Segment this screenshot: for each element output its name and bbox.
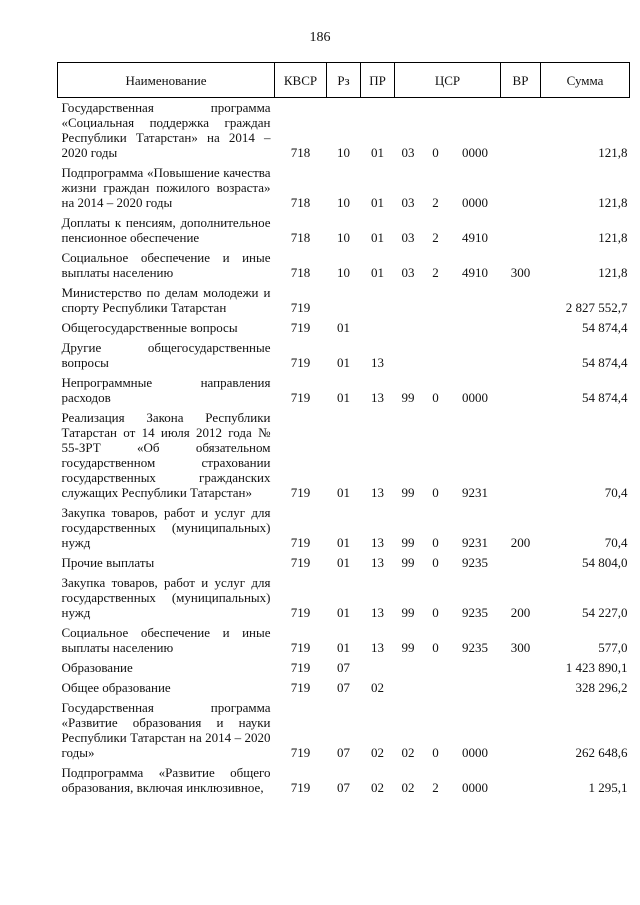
cell-vr [501,408,541,503]
cell-sum: 262 648,6 [575,745,628,760]
cell-csr-direction: 9231 [462,535,488,550]
cell-csr-subprogram: 0 [432,605,439,620]
cell-name: Подпрограмма «Развитие общего образования, включая инклюзивное, [61,765,271,795]
cell-kvsr: 719 [290,390,311,405]
cell-rz: 01 [337,555,350,570]
cell-pr [361,658,395,678]
cell-rz: 10 [337,230,350,245]
cell-vr: 200 [510,535,531,550]
cell-kvsr: 718 [290,230,311,245]
cell-rz: 01 [337,640,350,655]
cell-csr-direction: 0000 [462,390,488,405]
table-row [58,338,630,373]
cell-pr: 13 [371,390,384,405]
cell-csr-direction: 0000 [462,745,488,760]
cell-csr-subprogram [422,658,450,678]
cell-sum: 121,8 [598,145,628,160]
cell-csr-subprogram: 2 [432,780,439,795]
cell-sum: 121,8 [598,195,628,210]
table-row [58,213,630,248]
cell-csr-program: 99 [401,605,415,620]
cell-name: Государственная программа «Социальная поддержка граждан Республики Татарстан» на 2014 – 2020 годы [61,100,271,160]
cell-vr [501,163,541,213]
cell-csr-subprogram [422,678,450,698]
cell-pr: 13 [371,535,384,550]
cell-vr [501,373,541,408]
page-number: 186 [309,30,331,45]
table-row [58,248,630,283]
cell-pr: 13 [371,355,384,370]
table-row [58,698,630,763]
cell-csr-direction: 9231 [462,485,488,500]
cell-kvsr: 719 [290,680,311,695]
cell-name: Другие общегосударственные вопросы [61,340,271,370]
cell-sum: 121,8 [598,265,628,280]
table-row [58,283,630,318]
cell-csr-program [395,318,422,338]
cell-csr-program: 99 [401,535,415,550]
cell-vr: 300 [510,265,531,280]
cell-name: Социальное обеспечение и иные выплаты населению [61,250,271,280]
cell-rz: 01 [337,355,350,370]
cell-name: Подпрограмма «Повышение качества жизни граждан пожилого возраста» на 2014 – 2020 годы [61,165,271,210]
cell-csr-program: 03 [401,265,415,280]
cell-sum: 121,8 [598,230,628,245]
cell-name: Социальное обеспечение и иные выплаты населению [61,625,271,655]
cell-rz: 01 [337,390,350,405]
cell-sum: 54 227,0 [582,605,628,620]
cell-csr-program: 03 [401,145,415,160]
cell-pr: 02 [371,745,384,760]
cell-rz: 10 [337,145,350,160]
cell-sum: 1 423 890,1 [565,660,628,675]
cell-csr-subprogram: 0 [432,535,439,550]
cell-kvsr: 719 [290,320,311,335]
cell-sum: 54 804,0 [582,555,628,570]
cell-csr-direction [450,318,501,338]
cell-rz: 07 [337,745,350,760]
cell-vr [501,338,541,373]
cell-vr [501,98,541,164]
cell-csr-subprogram: 0 [432,555,439,570]
cell-kvsr: 718 [290,145,311,160]
cell-csr-program: 02 [401,745,415,760]
cell-csr-subprogram: 0 [432,640,439,655]
cell-sum: 54 874,4 [582,320,628,335]
cell-csr-program: 03 [401,230,415,245]
cell-csr-direction: 4910 [462,265,488,280]
cell-name: Непрограммные направления расходов [61,375,271,405]
cell-sum: 2 827 552,7 [565,300,628,315]
cell-rz: 01 [337,485,350,500]
cell-sum: 54 874,4 [582,355,628,370]
cell-csr-program [395,658,422,678]
cell-sum: 70,4 [604,485,628,500]
cell-csr-program: 99 [401,555,415,570]
cell-csr-direction: 0000 [462,145,488,160]
table-row [58,98,630,164]
table-row [58,373,630,408]
cell-vr [501,698,541,763]
cell-kvsr: 719 [290,535,311,550]
cell-csr-program [395,678,422,698]
cell-name: Прочие выплаты [61,555,155,570]
cell-pr: 13 [371,485,384,500]
table-row [58,658,630,678]
cell-rz: 07 [337,680,350,695]
cell-csr-program: 02 [401,780,415,795]
cell-kvsr: 719 [290,745,311,760]
cell-csr-subprogram: 0 [432,485,439,500]
cell-csr-program: 99 [401,390,415,405]
cell-name: Министерство по делам молодежи и спорту Республики Татарстан [61,285,271,315]
cell-csr-direction: 9235 [462,605,488,620]
cell-kvsr: 718 [290,265,311,280]
cell-csr-subprogram [422,338,450,373]
cell-csr-program [395,283,422,318]
cell-rz: 10 [337,265,350,280]
table-header-row [58,63,630,98]
cell-vr [501,763,541,798]
cell-kvsr: 719 [290,485,311,500]
cell-rz: 01 [337,535,350,550]
cell-kvsr: 719 [290,605,311,620]
cell-csr-subprogram: 2 [432,195,439,210]
cell-vr [501,678,541,698]
header-pr: ПР [361,63,395,98]
cell-rz: 10 [337,195,350,210]
cell-kvsr: 719 [290,780,311,795]
cell-csr-subprogram: 2 [432,230,439,245]
cell-pr [361,283,395,318]
table-row [58,503,630,553]
cell-sum: 328 296,2 [575,680,628,695]
header-sum: Сумма [541,63,630,98]
cell-kvsr: 718 [290,195,311,210]
cell-csr-direction [450,338,501,373]
cell-name: Общее образование [61,680,171,695]
cell-pr: 13 [371,605,384,620]
cell-pr: 13 [371,555,384,570]
cell-csr-direction: 0000 [462,195,488,210]
cell-vr: 300 [510,640,531,655]
table-row [58,163,630,213]
cell-csr-subprogram: 0 [432,745,439,760]
cell-csr-direction [450,678,501,698]
cell-vr [501,553,541,573]
table-row [58,623,630,658]
cell-sum: 54 874,4 [582,390,628,405]
header-name: Наименование [58,63,275,98]
cell-rz: 01 [337,320,350,335]
cell-csr-subprogram: 0 [432,145,439,160]
cell-sum: 70,4 [604,535,628,550]
cell-kvsr: 719 [290,640,311,655]
cell-pr: 13 [371,640,384,655]
table-row [58,318,630,338]
cell-csr-subprogram: 0 [432,390,439,405]
cell-sum: 577,0 [598,640,628,655]
cell-kvsr: 719 [290,355,311,370]
cell-csr-direction: 9235 [462,555,488,570]
table-row [58,408,630,503]
cell-csr-subprogram [422,318,450,338]
cell-csr-direction: 0000 [462,780,488,795]
header-vr: ВР [501,63,541,98]
cell-kvsr: 719 [290,660,311,675]
budget-table [57,62,630,798]
cell-name: Реализация Закона Республики Татарстан от 14 июля 2012 года № 55-ЗРТ «Об обязательном государственном страховании государственных гражданских служащих Республики Татарстан» [61,410,271,500]
cell-rz: 01 [337,605,350,620]
cell-vr [501,658,541,678]
cell-name: Закупка товаров, работ и услуг для государственных (муниципальных) нужд [61,575,271,620]
header-kvsr: КВСР [275,63,327,98]
cell-vr: 200 [510,605,531,620]
cell-csr-direction [450,283,501,318]
cell-csr-program: 99 [401,485,415,500]
table-body [58,98,630,799]
cell-kvsr: 719 [290,555,311,570]
cell-vr [501,283,541,318]
header-csr: ЦСР [395,63,501,98]
cell-rz: 07 [337,660,350,675]
header-rz: Рз [327,63,361,98]
cell-name: Образование [61,660,133,675]
cell-pr: 01 [371,145,384,160]
table-row [58,678,630,698]
cell-vr [501,213,541,248]
cell-pr [361,318,395,338]
cell-csr-program: 03 [401,195,415,210]
cell-pr: 02 [371,680,384,695]
cell-pr: 02 [371,780,384,795]
cell-name: Общегосударственные вопросы [61,320,238,335]
table-row [58,573,630,623]
cell-vr [501,318,541,338]
cell-csr-program [395,338,422,373]
cell-rz [327,283,361,318]
cell-csr-direction [450,658,501,678]
cell-rz: 07 [337,780,350,795]
cell-csr-program: 99 [401,640,415,655]
cell-csr-direction: 4910 [462,230,488,245]
table-row [58,763,630,798]
cell-pr: 01 [371,265,384,280]
cell-pr: 01 [371,195,384,210]
cell-pr: 01 [371,230,384,245]
cell-name: Закупка товаров, работ и услуг для государственных (муниципальных) нужд [61,505,271,550]
table-row [58,553,630,573]
cell-csr-subprogram [422,283,450,318]
cell-sum: 1 295,1 [588,780,628,795]
cell-csr-direction: 9235 [462,640,488,655]
cell-csr-subprogram: 2 [432,265,439,280]
cell-name: Государственная программа «Развитие образования и науки Республики Татарстан на 2014 – 2020 годы» [61,700,271,760]
cell-kvsr: 719 [290,300,311,315]
cell-name: Доплаты к пенсиям, дополнительное пенсионное обеспечение [61,215,271,245]
